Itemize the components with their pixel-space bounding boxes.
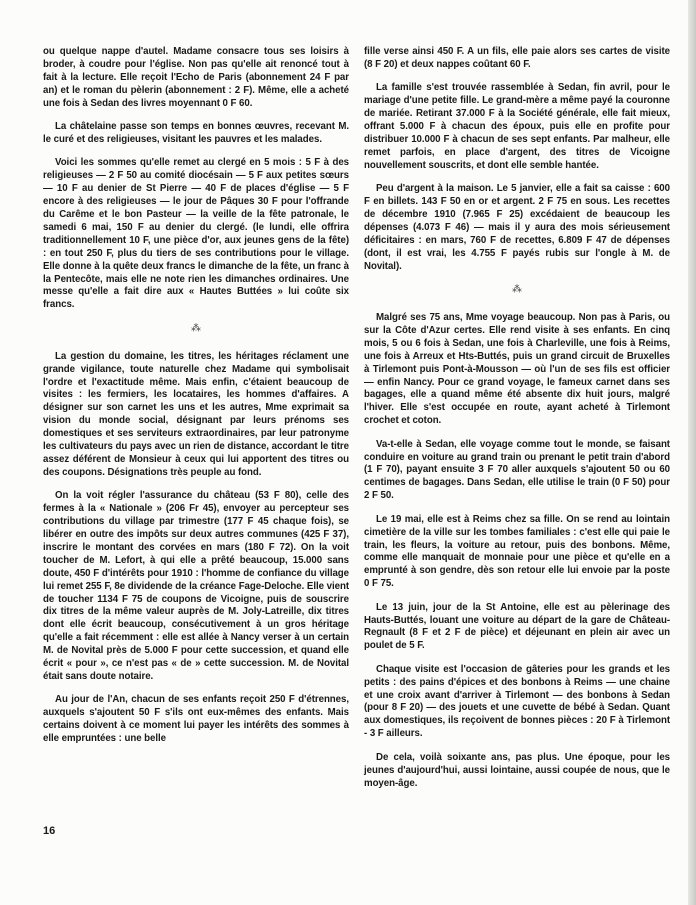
paragraph: ou quelque nappe d'autel. Madame consacre tous ses loisirs à broder, à coudre pour l'église. Non pas qu'elle ait renoncé tout à fait à la lecture. Elle reçoit l'Echo de Paris (abonnement 24 F par an) et le roman du pèlerin (abonnement : 2 F). Même, elle a acheté une fois à Sedan des livres moyennant 0 F 60. <box>43 46 349 109</box>
section-separator: ⁂ <box>191 322 201 334</box>
section-separator: ⁂ <box>512 284 522 295</box>
paragraph: Malgré ses 75 ans, Mme voyage beaucoup. Non pas à Paris, ou sur la Côte d'Azur certes. Elle rend visite à ses enfants. En cinq mois, 5 ou 6 fois à Sedan, une fois à Charleville, une fois à Reims, une fois à Arreux et Hts-Buttés, puis un grand circuit de Bruxelles à Tirlemont puis Pont-à-Mousson — où l'un de ses fils est officier — enfin Nancy. Pour ce grand voyage, le fameux carnet dans ses bagages, elle a quand même été absente dix huit jours, malgré l'hiver. Elle s'est occupée en route, ayant acheté à Tirlemont crochet et coton. <box>364 312 670 427</box>
paragraph: De cela, voilà soixante ans, pas plus. Une époque, pour les jeunes d'aujourd'hui, aussi lointaine, aussi coupée de nous, que le moyen-âge. <box>364 751 670 789</box>
paragraph: Chaque visite est l'occasion de gâteries pour les grands et les petits : des pains d'épices et des bonbons à Reims — une chaine et une croix avant d'arriver à Tirlemont — des bonbons à Sedan (pour 8 F 20) — des jouets et une cuvette de bébé à Sedan. Quant aux domestiques, ils reçoivent de bonnes pièces : 20 F à Tirlemont - 3 F ailleurs. <box>364 663 670 740</box>
paragraph: Voici les sommes qu'elle remet au clergé en 5 mois : 5 F à des religieuses — 2 F 50 au comité diocésain — 5 F aux petites sœurs — 10 F au denier de St Pierre — 40 F de places d'église — 5 F encore à des religieuses — le jour de Pâques 30 F pour l'offrande du Carême et le bon Pasteur — la veille de la fête patronale, le samedi 6 mai, 150 F au denier du clergé. (le lundi, elle offrira traditionnellement 10 F, une pièce d'or, aux jeunes gens de la fête) : en tout 250 F, plus du tiers de ses contributions pour le village. Elle donne à la quête deux francs le dimanche de la fête, un franc à la Pentecôte, mais elle ne note rien les dimanches ordinaires. Une messe qu'elle a fait dire aux « Hautes Buttées » lui coûte six francs. <box>43 157 349 311</box>
paragraph: Peu d'argent à la maison. Le 5 janvier, elle a fait sa caisse : 600 F en billets. 143 F 50 en or et argent. 2 F 75 en sous. Les recettes de décembre 1910 (7.965 F 25) excédaient de beaucoup les dépenses (4.073 F 46) — mais il y aura des mois sérieusement déficitaires : en mars, 760 F de recettes, 6.809 F 47 de dépenses (dont, il est vrai, les 4.755 F payés rubis sur l'ongle à M. de Novital). <box>364 183 670 272</box>
right-column <box>364 46 670 801</box>
paragraph: Le 13 juin, jour de la St Antoine, elle est au pèlerinage des Hauts-Buttés, louant une voiture au départ de la gare de Château-Regnault (8 F et 2 F de pièce) et déjeunant en plein air avec un poulet de 5 F. <box>364 601 670 652</box>
paragraph: Va-t-elle à Sedan, elle voyage comme tout le monde, se faisant conduire en voiture au grand train ou prenant le petit train d'abord (1 F 70), payant ensuite 3 F 70 aller auxquels s'ajoutent 50 ou 60 centimes de bagages. Dans Sedan, elle utilise le train (0 F 50) pour 2 F 50. <box>364 438 670 502</box>
page-number: 16 <box>43 825 56 837</box>
paragraph: La châtelaine passe son temps en bonnes œuvres, recevant M. le curé et des religieuses, visitant les pauvres et les malades. <box>43 121 349 145</box>
paragraph: La famille s'est trouvée rassemblée à Sedan, fin avril, pour le mariage d'une petite fille. Le grand-mère a même payé la couronne de mariée. Retirant 37.000 F à la Société générale, elle fait mieux, offrant 5.000 F à chacun des époux, puis elle en profite pour distribuer 10.000 F à chacun de ses sept enfants. Par malheur, elle remet parfois, en place d'argent, des titres de Vicoigne nouvellement souscrits, et dont elle semble hantée. <box>364 82 670 171</box>
paragraph: Au jour de l'An, chacun de ses enfants reçoit 250 F d'étrennes, auxquels s'ajoutent 50 F s'ils ont eux-mêmes des enfants. Mais certains doivent à ce moment lui payer les intérêts des sommes à elle empruntées : une belle <box>43 694 349 745</box>
paragraph: fille verse ainsi 450 F. A un fils, elle paie alors ses cartes de visite (8 F 20) et deux nappes coûtant 60 F. <box>364 46 670 70</box>
paragraph: On la voit régler l'assurance du château (53 F 80), celle des fermes à la « Nationale » (206 Fr 45), envoyer au percepteur ses contributions du village par trimestre (177 F 45 chaque fois), se libérer en outre des impôts sur deux autres communes (425 F 37), inscrire le montant des corvées en mars (180 F 72). On la voit toucher de M. Lefort, à qui elle a prêté beaucoup, 15.000 sans doute, 450 F d'intérêts pour 1910 : l'homme de confiance du village lui remet 255 F, 8e dividende de la créance Fage-Deloche. Elle vient de toucher 1134 F 75 de coupons de Vicoigne, puis de souscrire dix titres de la même valeur auprès de M. Joly-Latreille, dix titres dont elle écrit beaucoup, consécutivement à un gros héritage qu'elle a fait récemment : elle est allée à Nancy verser à un certain M. de Novital près de 5.000 F pour cette succession, et quand elle écrit « pour », ce n'est pas « de » cette succession. M. de Novital était sans doute notaire. <box>43 490 349 682</box>
left-column <box>43 46 349 757</box>
paragraph: Le 19 mai, elle est à Reims chez sa fille. On se rend au lointain cimetière de la ville sur les tombes familiales : c'est elle qui paie le train, les fleurs, la voiture au retour, puis des bonbons. Même, comme elle manquait de monnaie pour une pièce et qu'elle en a emprunté à son gendre, dès son retour elle lui envoie par la poste 0 F 75. <box>364 513 670 590</box>
page-edge-shadow <box>688 0 696 905</box>
paragraph: La gestion du domaine, les titres, les héritages réclament une grande vigilance, toute naturelle chez Madame qui symbolisait l'ordre et l'exactitude même. Mais enfin, c'étaient beaucoup de visites : les fermiers, les locataires, les hommes d'affaires. A désigner sur son carnet les uns et les autres, Mme exprimait sa vision du monde social, désignant par leurs prénoms ses domestiques et ses serviteurs extraordinaires, par leur patronyme les cultivateurs du pays avec un rien de distance, accordant le titre assez déférent de Monsieur à ceux qui lui apportent des titres ou des coupons. Désignations très peuple au fond. <box>43 350 349 478</box>
